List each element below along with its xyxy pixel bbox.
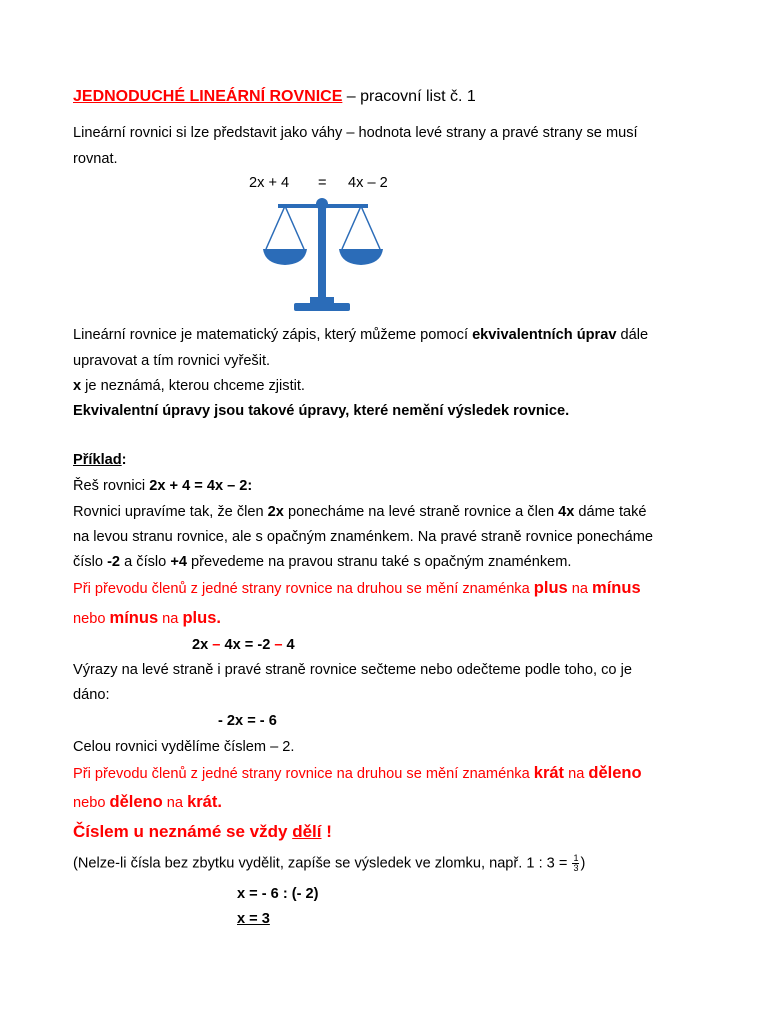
explanation-line-5: dáno: (73, 687, 110, 703)
equation-result: x = 3 (237, 911, 270, 927)
rule-plus-minus-line-2 (73, 609, 221, 628)
explanation-text: a číslo (120, 554, 171, 570)
balance-scale-icon (258, 194, 388, 316)
explanation-text: převedeme na pravou stranu také s opačným znaménkem. (186, 554, 572, 570)
rule-text: na (564, 766, 589, 782)
title-highlight: JEDNODUCHÉ LINEÁRNÍ ROVNICE (73, 88, 343, 105)
definition-line-4: Ekvivalentní úpravy jsou takové úpravy, které nemění výsledek rovnice. (73, 403, 570, 419)
example-heading-text: Příklad (73, 452, 122, 468)
rule-text: ! (321, 822, 332, 841)
rule-times-divide-line-2 (73, 793, 222, 812)
explanation-text: číslo (73, 554, 108, 570)
explanation-line-6: Celou rovnici vydělíme číslem – 2. (73, 739, 295, 755)
rule-plus-minus-line-1 (73, 579, 641, 598)
task-text: Řeš rovnici (73, 478, 150, 494)
rule-times-divide-line-1 (73, 764, 642, 783)
equation-step-3: x = - 6 : (- 2) (237, 886, 319, 902)
example-task (73, 477, 252, 495)
term-2x: 2x (267, 504, 284, 520)
rule-text: na (162, 795, 188, 811)
equation-part: 4x = -2 (220, 637, 275, 653)
explanation-text: dáme také (574, 504, 647, 520)
rule-keyword: děleno (109, 793, 163, 811)
rule-text: na (158, 611, 183, 627)
example-heading (73, 451, 127, 469)
rule-text: nebo (73, 795, 110, 811)
term-plus-4: +4 (170, 554, 187, 570)
rule-keyword: mínus (109, 609, 159, 627)
rule-keyword: krát (533, 764, 565, 782)
scale-equals-label: = (318, 175, 327, 191)
definition-line-2: upravovat a tím rovnici vyřešit. (73, 353, 271, 369)
rule-text: Při převodu členů z jedné strany rovnice na druhou se mění znaménka (73, 766, 534, 782)
rule-keyword: dělí (292, 822, 322, 841)
intro-line-2: rovnat. (73, 151, 118, 167)
rule-text: Číslem u neznámé se vždy (73, 822, 293, 841)
rule-text: nebo (73, 611, 110, 627)
rule-divide-unknown (73, 823, 332, 841)
term-minus-2: -2 (107, 554, 121, 570)
explanation-line-1 (73, 503, 647, 521)
rule-keyword: krát. (187, 793, 222, 811)
equation-changed-sign: – (212, 637, 221, 653)
fraction-note (73, 854, 585, 873)
definition-text: dále (616, 327, 649, 343)
explanation-line-2: na levou stranu rovnice, ale s opačným znaménkem. Na pravé straně rovnice ponecháme (73, 529, 654, 545)
definition-bold-term: ekvivalentních úprav (472, 327, 617, 343)
scale-left-label: 2x + 4 (249, 175, 290, 191)
note-text: ) (580, 855, 586, 872)
intro-line-1: Lineární rovnici si lze představit jako váhy – hodnota levé strany a pravé strany se musí (73, 125, 638, 141)
definition-line-1 (73, 326, 648, 344)
explanation-line-4: Výrazy na levé straně i pravé straně rovnice sečteme nebo odečteme podle toho, co je (73, 662, 632, 678)
equation-changed-sign: – (274, 637, 283, 653)
note-text: (Nelze-li čísla bez zbytku vydělit, zapíše se výsledek ve zlomku, např. 1 : 3 = (73, 855, 572, 872)
task-equation: 2x + 4 = 4x – 2: (149, 478, 253, 494)
definition-text: Lineární rovnice je matematický zápis, který můžeme pomocí (73, 327, 473, 343)
page-title (73, 88, 476, 106)
rule-keyword: mínus (592, 579, 641, 597)
fraction-denominator: 3 (573, 863, 579, 873)
equation-step-2: - 2x = - 6 (218, 713, 277, 729)
rule-keyword: plus (533, 579, 568, 597)
term-4x: 4x (558, 504, 575, 520)
equation-part: 4 (282, 637, 295, 653)
example-heading-colon: : (121, 452, 127, 468)
rule-text: Při převodu členů z jedné strany rovnice na druhou se mění znaménka (73, 581, 534, 597)
definition-line-3 (73, 377, 305, 395)
equation-part: 2x (192, 637, 213, 653)
title-subtitle: – pracovní list č. 1 (342, 88, 476, 105)
unknown-variable: x (73, 378, 82, 394)
rule-keyword: děleno (588, 764, 642, 782)
explanation-text: ponecháme na levé straně rovnice a člen (283, 504, 559, 520)
fraction-numerator: 1 (573, 853, 579, 863)
equation-step-1 (192, 636, 295, 654)
scale-right-label: 4x – 2 (348, 175, 388, 191)
fraction (572, 854, 579, 873)
explanation-text: Rovnici upravíme tak, že člen (73, 504, 268, 520)
rule-text: na (567, 581, 593, 597)
explanation-line-3 (73, 553, 572, 571)
definition-text: je neznámá, kterou chceme zjistit. (81, 378, 305, 394)
rule-keyword: plus. (182, 609, 221, 627)
